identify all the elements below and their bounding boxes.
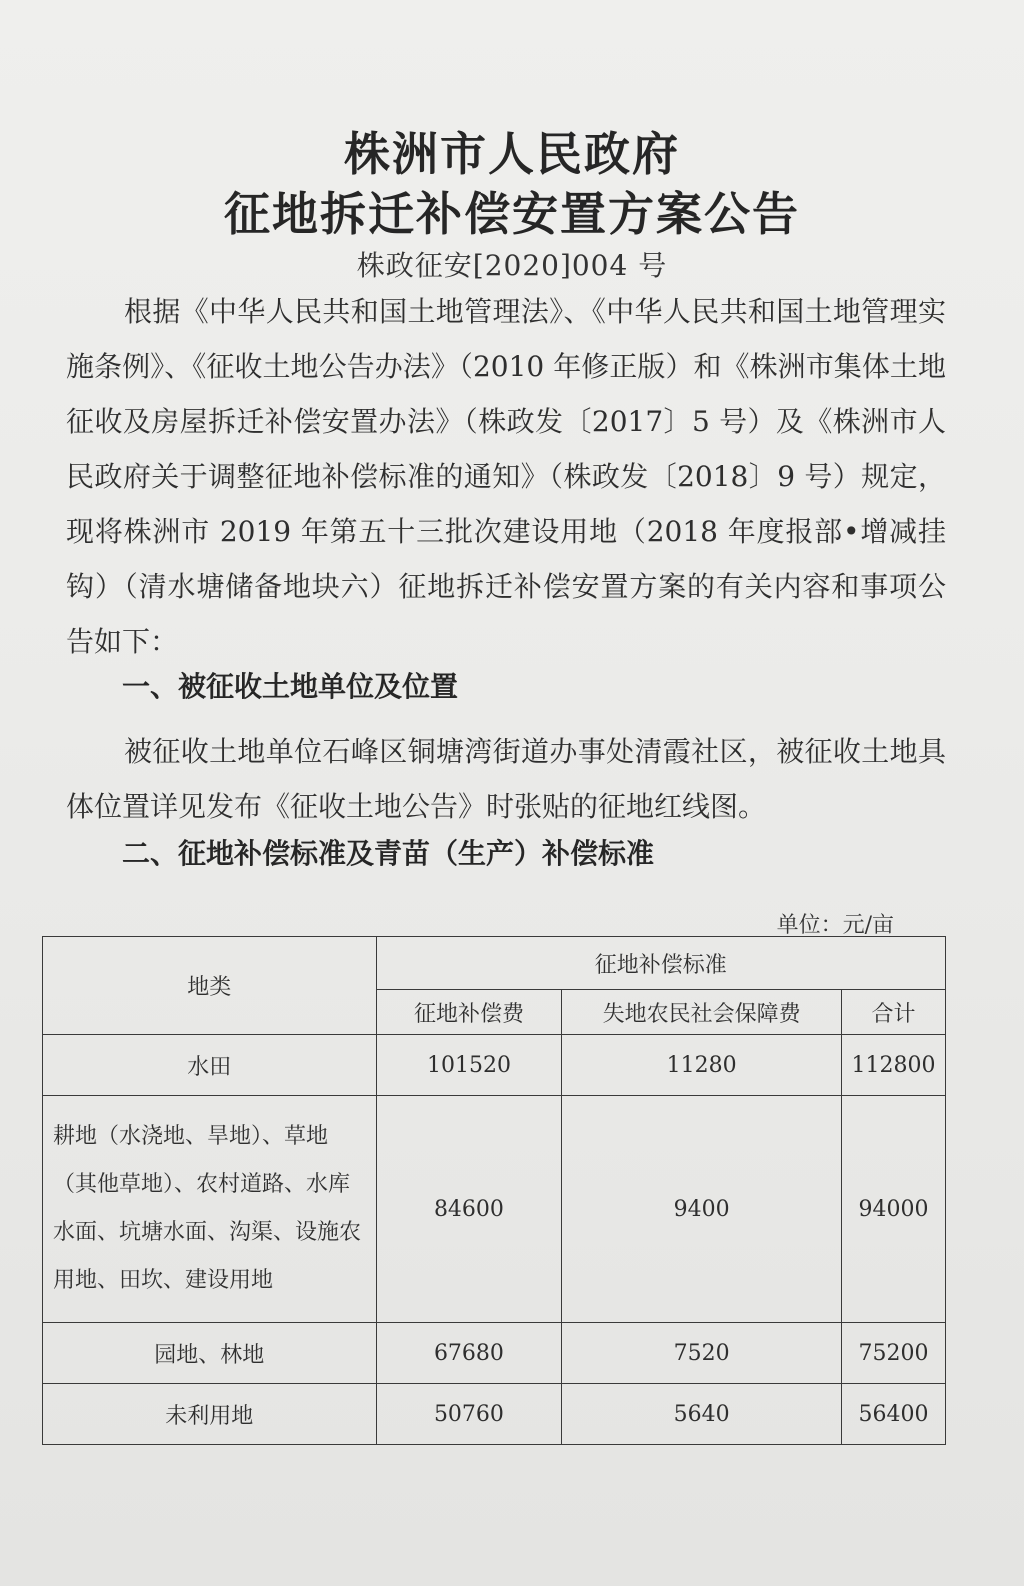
title-government: 株洲市人民政府 [344,127,680,181]
table-row [43,1035,946,1096]
cell-comp: 50760 [376,1384,562,1445]
cell-social: 9400 [562,1096,842,1323]
table-header-row [43,937,946,990]
table-row [43,1323,946,1384]
cell-social: 11280 [562,1035,842,1096]
cell-social: 5640 [562,1384,842,1445]
cell-comp: 101520 [376,1035,562,1096]
cell-social: 7520 [562,1323,842,1384]
cell-type: 水田 [43,1035,377,1096]
section1-text: 被征收土地单位石峰区铜塘湾街道办事处清霞社区，被征收土地具体位置详见发布《征收土地公告》时张贴的征地红线图。 [66,735,946,823]
cell-comp: 84600 [376,1096,562,1323]
compensation-table [42,936,946,1445]
document-number: 株政征安[2020]004 号 [356,249,668,282]
cell-total: 112800 [842,1035,946,1096]
header-land-type: 地类 [43,937,377,1035]
header-total: 合计 [842,990,946,1035]
cell-type: 园地、林地 [43,1323,377,1384]
unit-label: 单位：元/亩 [776,913,894,938]
cell-total: 56400 [842,1384,946,1445]
section1-heading: 一、被征收土地单位及位置 [122,670,459,703]
title-announcement: 征地拆迁补偿安置方案公告 [224,187,800,241]
header-comp: 征地补偿费 [376,990,562,1035]
cell-type: 耕地（水浇地、旱地）、草地（其他草地）、农村道路、水库水面、坑塘水面、沟渠、设施农用地、田坎、建设用地 [43,1096,377,1323]
header-social: 失地农民社会保障费 [562,990,842,1035]
cell-comp: 67680 [376,1323,562,1384]
intro-paragraph: 根据《中华人民共和国土地管理法》、《中华人民共和国土地管理实施条例》、《征收土地公告办法》（2010 年修正版）和《株洲市集体土地征收及房屋拆迁补偿安置办法》（株政发〔2017〕5 号）及《株洲市人民政府关于调整征地补偿标准的通知》（株政发〔2018〕9 号）规定，现将株洲市 2019 年第五十三批次建设用地（2018 年度报部•增减挂钩）（清水塘储备地块六）征地拆迁补偿安置方案的有关内容和事项公告如下： [66,295,946,658]
cell-total: 94000 [842,1096,946,1323]
table-row [43,1096,946,1323]
cell-total: 75200 [842,1323,946,1384]
cell-type: 未利用地 [43,1384,377,1445]
header-group: 征地补偿标准 [376,937,945,990]
table-row [43,1384,946,1445]
section2-heading: 二、征地补偿标准及青苗（生产）补偿标准 [122,837,655,870]
